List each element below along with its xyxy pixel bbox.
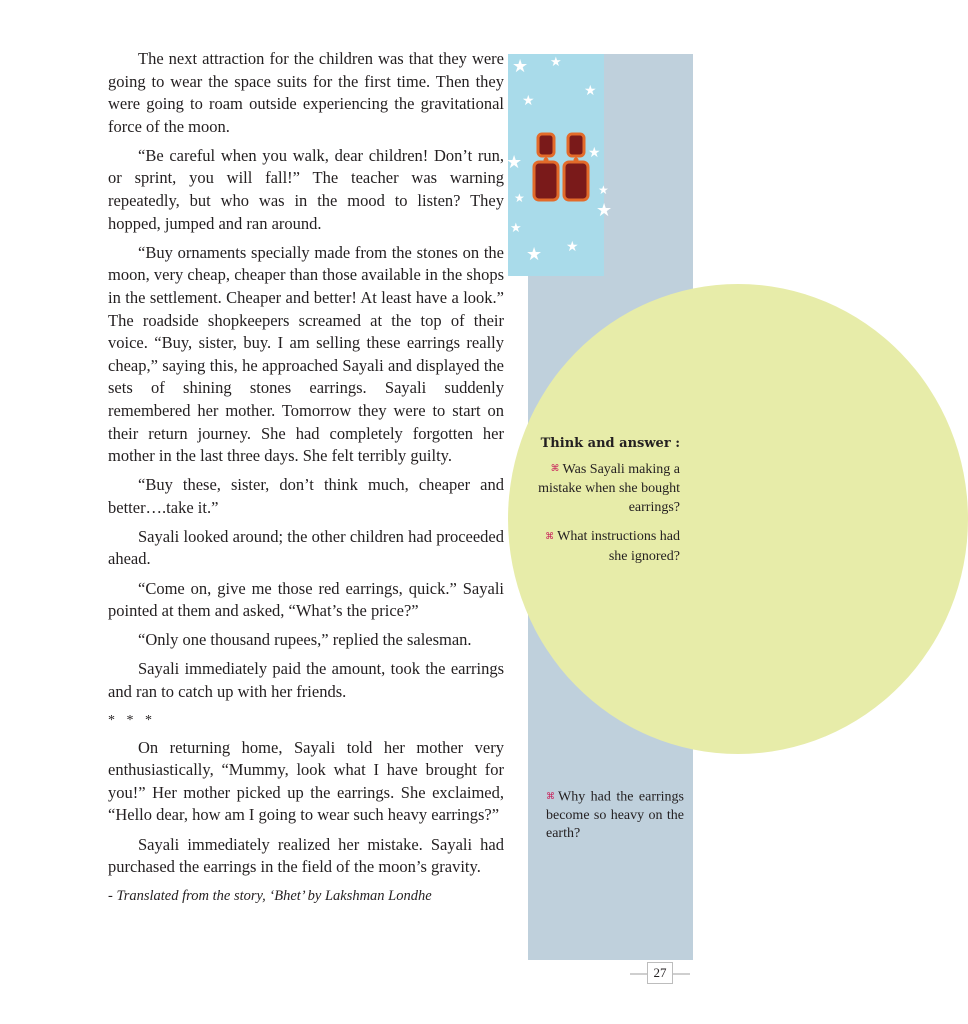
star-icon: ★: [506, 152, 523, 173]
story-paragraph: The next attraction for the children was that they were going to wear the space suits for the first time. Then they were going to roam outside experiencing the gravitational force of the moon.: [108, 49, 504, 136]
star-icon: ★: [588, 145, 601, 161]
page-number-tab: [630, 962, 690, 986]
flower-bullet-icon: ⌘: [545, 531, 555, 542]
star-icon: ★: [596, 200, 613, 221]
star-icon: ★: [584, 83, 597, 99]
story-paragraph: “Buy ornaments specially made from the stones on the moon, very cheap, cheaper than those available in the shops in the settlement. Cheaper and better! At least have a look.” The roadside shopkeepers screamed at the top of their voice. “Buy, sister, buy. I am selling these earrings really cheap,” saying this, he approached Sayali and displayed the sets of shining stones earrings. Sayali suddenly remembered her mother. Tomorrow they were to start on their return journey. She had completely forgotten her mother in the last three days. She felt terribly guilty.: [108, 242, 504, 466]
story-paragraph: Sayali immediately realized her mistake. Sayali had purchased the earrings in the field of the moon’s gravity.: [108, 834, 504, 877]
story-paragraph: Sayali looked around; the other children had proceeded ahead.: [108, 526, 504, 569]
flower-bullet-icon: ⌘: [546, 792, 555, 802]
star-icon: ★: [526, 244, 543, 265]
question-item: [546, 788, 684, 844]
page-number: 27: [647, 962, 673, 984]
star-icon: ★: [514, 191, 525, 205]
question-text: What instructions had she ignored?: [557, 529, 680, 564]
story-text: [108, 48, 504, 914]
question-text: Was Sayali making a mistake when she bought earrings?: [538, 462, 680, 516]
star-icon: ★: [550, 55, 562, 70]
star-icon: ★: [566, 239, 579, 255]
star-icon: ★: [510, 221, 522, 236]
left-earring: [534, 134, 558, 200]
think-and-answer-title: Think and answer :: [540, 436, 680, 451]
story-paragraph: “Come on, give me those red earrings, quick.” Sayali pointed at them and asked, “What’s the price?”: [108, 578, 504, 621]
earrings-illustration: [532, 130, 592, 208]
question-item: [530, 460, 680, 517]
question-item: [530, 527, 680, 565]
section-separator: * * *: [108, 713, 156, 729]
story-paragraph: “Only one thousand rupees,” replied the salesman.: [138, 630, 472, 650]
flower-bullet-icon: ⌘: [550, 464, 560, 475]
star-icon: ★: [598, 183, 609, 197]
story-paragraph: Sayali immediately paid the amount, took the earrings and ran to catch up with her friends.: [108, 659, 504, 701]
story-credit: - Translated from the story, ‘Bhet’ by Lakshman Londhe: [108, 888, 432, 905]
star-icon: ★: [522, 93, 535, 109]
story-paragraph: “Be careful when you walk, dear children! Don’t run, or sprint, you will fall!” The teacher was warning repeatedly, but who was in the mood to listen? They hopped, jumped and ran around.: [108, 145, 504, 233]
story-paragraph: On returning home, Sayali told her mother very enthusiastically, “Mummy, look what I have brought for you!” Her mother picked up the earrings. She exclaimed, “Hello dear, how am I going to wear such heavy earrings?”: [108, 737, 504, 825]
star-icon: ★: [512, 56, 529, 77]
story-paragraph: “Buy these, sister, don’t think much, cheaper and better….take it.”: [108, 475, 504, 517]
think-and-answer-box: [530, 434, 680, 576]
question-text: Why had the earrings become so heavy on the earth?: [546, 789, 684, 842]
right-earring: [564, 134, 588, 200]
